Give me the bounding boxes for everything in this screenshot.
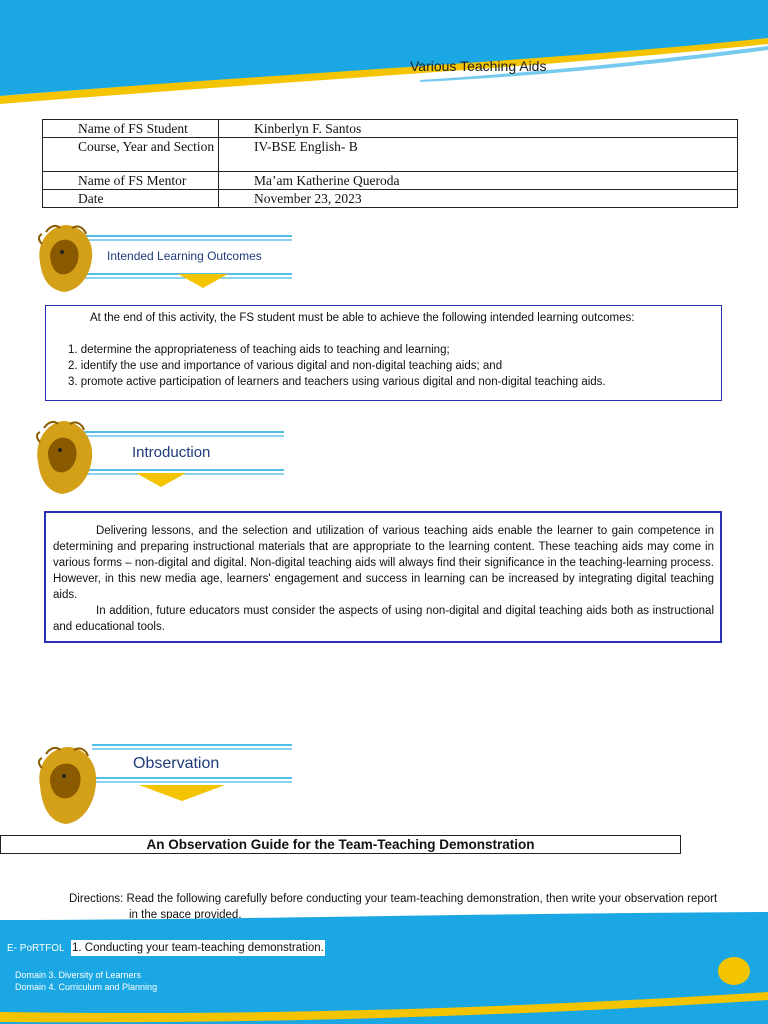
lion-logo-icon [36, 740, 298, 826]
table-value-cell: November 23, 2023 [219, 190, 738, 208]
table-row [43, 190, 738, 208]
ilo-box [45, 305, 722, 401]
table-label-cell: Name of FS Mentor [43, 172, 219, 190]
ilo-item: 1. determine the appropriateness of teaching aids to teaching and learning; [68, 344, 450, 356]
directions-paragraph: Directions: Read the following carefully before conducting your team-teaching demonstration, then write your observation report in the space provided. [69, 893, 718, 921]
bottom-banner [0, 912, 768, 1024]
table-label-cell: Date [43, 190, 219, 208]
table-value-cell: Kinberlyn F. Santos [219, 120, 738, 138]
footer-domain-3: Domain 3. Diversity of Learners [15, 970, 142, 980]
introduction-paragraph: Delivering lessons, and the selection and utilization of various teaching aids enable the learner to gain competence in determining and preparing instructional materials that are appropriate to the learning content. These teaching aids may come in various forms – non-digital and digital. Non-digital teaching aids will always find their significance in the teaching-learning process. However, in this new media age, learners' engagement and success in learning can be increased by integrating digital teaching aids. [53, 525, 714, 601]
student-info-table [42, 119, 738, 208]
footer-portfolio-label: E- PoRTFOL [7, 943, 65, 954]
observation-heading: Observation [133, 755, 220, 772]
table-value-cell: Ma’am Katherine Queroda [219, 172, 738, 190]
ilo-intro-text: At the end of this activity, the FS student must be able to achieve the following intended learning outcomes: [90, 312, 635, 324]
table-row [43, 172, 738, 190]
introduction-heading: Introduction [132, 444, 211, 461]
arrow-down-icon [178, 274, 228, 290]
introduction-box [44, 511, 722, 643]
table-row [43, 120, 738, 138]
observation-guide-title: An Observation Guide for the Team-Teaching Demonstration [0, 835, 681, 854]
table-row [43, 138, 738, 172]
ilo-section-header [36, 222, 296, 294]
introduction-paragraph: In addition, future educators must consider the aspects of using non-digital and digital teaching aids both as instructional and educational tools. [53, 605, 714, 633]
observation-section-header [36, 740, 298, 826]
table-label-cell: Course, Year and Section [43, 138, 219, 172]
arrow-down-icon [139, 785, 225, 803]
page-header-title: Various Teaching Aids [410, 58, 547, 74]
footer-domain-4: Domain 4. Curriculum and Planning [15, 982, 158, 992]
top-banner [0, 0, 768, 112]
table-label-cell: Name of FS Student [43, 120, 219, 138]
introduction-section-header [34, 418, 288, 496]
table-value-cell: IV-BSE English- B [219, 138, 738, 172]
arrow-down-icon [136, 473, 186, 489]
step-1-text: 1. Conducting your team-teaching demonstration. [72, 942, 324, 954]
ilo-heading: Intended Learning Outcomes [107, 249, 262, 263]
ilo-item: 2. identify the use and importance of various digital and non-digital teaching aids; and [68, 360, 503, 372]
ilo-item: 3. promote active participation of learners and teachers using various digital and non-digital teaching aids. [68, 376, 606, 388]
